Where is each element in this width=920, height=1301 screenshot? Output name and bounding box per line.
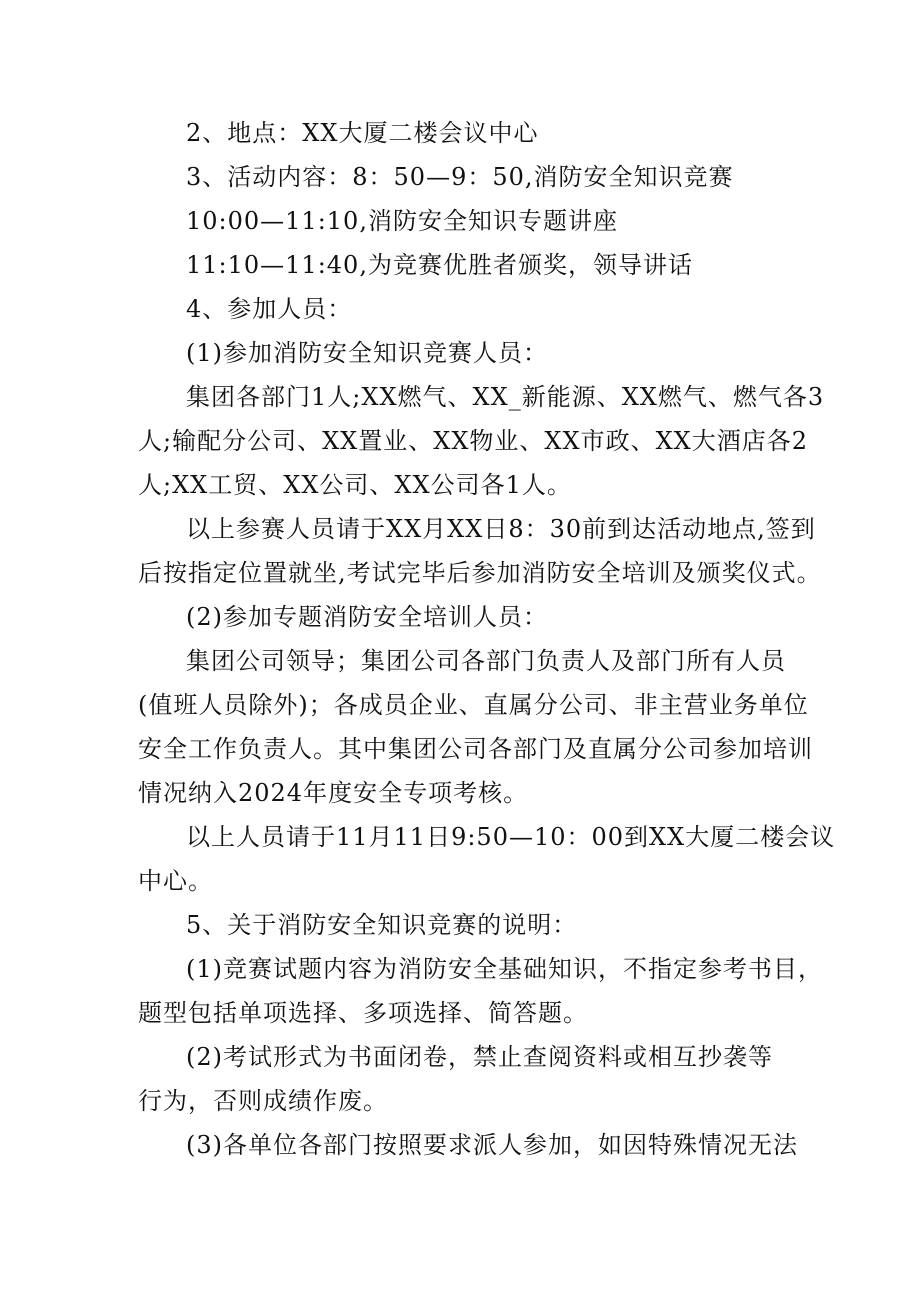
text-line-training-list-3: 安全工作负责人。其中集团公司各部门及直属分公司参加培训 [138,735,813,763]
text-line-note-2a: (2)考试形式为书面闭卷，禁止查阅资料或相互抄袭等 [186,1043,773,1071]
text-line-note-1a: (1)竞赛试题内容为消防安全基础知识，不指定参考书目， [186,955,823,983]
text-line-training-arrival-2: 中心。 [138,867,213,895]
text-line-note-1b: 题型包括单项选择、多项选择、简答题。 [138,999,588,1027]
text-line-note-2b: 行为，否则成绩作废。 [138,1087,388,1115]
text-line-training-arrival-1: 以上人员请于11月11日9:50—10：00到XX大厦二楼会议 [186,823,836,851]
text-line-training-participants: (2)参加专题消防安全培训人员： [186,603,548,631]
text-line-lecture-time: 10:00—11:10,消防安全知识专题讲座 [186,207,618,235]
text-line-location: 2、地点：XX大厦二楼会议中心 [186,119,539,147]
text-line-training-list-1: 集团公司领导；集团公司各部门负责人及部门所有人员 [186,647,786,675]
text-line-contest-list-2: 人;输配分公司、XX置业、XX物业、XX市政、XX大酒店各2 [138,427,809,455]
text-line-arrival-note-2: 后按指定位置就坐,考试完毕后参加消防安全培训及颁奖仪式。 [138,559,822,587]
text-line-participants-heading: 4、参加人员： [186,295,353,323]
text-line-contest-participants: (1)参加消防安全知识竞赛人员： [186,339,548,367]
text-line-training-list-2: (值班人员除外)；各成员企业、直属分公司、非主营业务单位 [138,691,809,719]
text-line-training-list-4: 情况纳入2024年度安全专项考核。 [138,779,529,807]
text-line-activity-content: 3、活动内容：8：50—9：50,消防安全知识竞赛 [186,163,734,191]
text-line-award-time: 11:10—11:40,为竞赛优胜者颁奖，领导讲话 [186,251,693,279]
text-line-contest-list-1: 集团各部门1人;XX燃气、XX_新能源、XX燃气、燃气各3 [186,383,825,411]
text-line-arrival-note-1: 以上参赛人员请于XX月XX日8：30前到达活动地点,签到 [186,515,816,543]
text-line-contest-list-3: 人;XX工贸、XX公司、XX公司各1人。 [138,471,572,499]
text-line-contest-notes-heading: 5、关于消防安全知识竞赛的说明： [186,911,578,939]
text-line-note-3a: (3)各单位各部门按照要求派人参加，如因特殊情况无法 [186,1131,798,1159]
